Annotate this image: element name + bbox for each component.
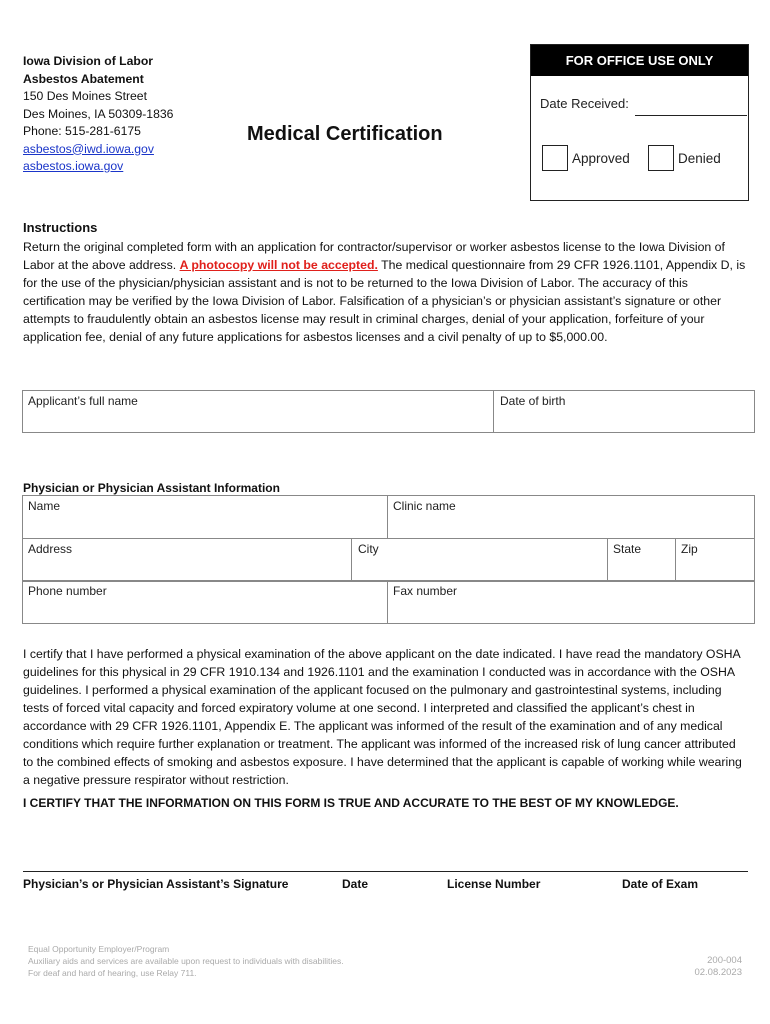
footer-line-2: Auxiliary aids and services are available upon request to individuals with disabilities. [28, 956, 344, 966]
instructions-part-2: The medical questionnaire from 29 CFR 1926.1101, Appendix D, is for the use of the physician/physician assistant and is not to be returned to the Iowa Division of Labor. The accuracy of this certification may be verified by the Iowa Division of Labor. Falsification of a physician’s or physician assistant’s signature or other attempts to fraudulently obtain an asbestos license may result in criminal charges, denial of your application, forfeiture of your application fee, denial of any future applications for asbestos licenses and a civil penalty of up to $5,000.00. [23, 258, 746, 344]
zip-label: Zip [681, 542, 698, 556]
address-label: Address [28, 542, 73, 556]
fax-label: Fax number [393, 584, 458, 598]
physician-section-title: Physician or Physician Assistant Information [23, 481, 280, 495]
date-received-label: Date Received: [540, 96, 629, 111]
instructions-text [23, 238, 748, 346]
instructions-part-1: Return the original completed form with an application for contractor/supervisor or worker asbestos license to the Iowa Division of Labor at the above address. [23, 240, 725, 272]
approved-label: Approved [572, 151, 630, 166]
signature-line[interactable] [23, 871, 748, 872]
applicant-name-label: Applicant’s full name [28, 394, 138, 408]
certification-statement: I CERTIFY THAT THE INFORMATION ON THIS FORM IS TRUE AND ACCURATE TO THE BEST OF MY KNOWLEDGE. [23, 796, 679, 810]
license-number-label: License Number [447, 877, 541, 891]
signature-date-label: Date [342, 877, 369, 891]
agency-street: 150 Des Moines Street [23, 89, 147, 103]
office-use-header: FOR OFFICE USE ONLY [531, 45, 748, 76]
clinic-name-label: Clinic name [393, 499, 456, 513]
instructions-title: Instructions [23, 220, 98, 235]
denied-checkbox[interactable] [648, 145, 674, 171]
agency-unit: Asbestos Abatement [23, 71, 144, 86]
agency-name: Iowa Division of Labor [23, 54, 154, 68]
date-received-field[interactable] [635, 115, 747, 116]
agency-email-link[interactable]: asbestos@iwd.iowa.gov [23, 141, 154, 156]
state-label: State [613, 542, 642, 556]
agency-address-block [23, 53, 173, 176]
footer-line-3: For deaf and hard of hearing, use Relay 711. [28, 968, 197, 978]
physician-name-label: Name [28, 499, 61, 513]
approved-checkbox[interactable] [542, 145, 568, 171]
physician-name-field[interactable] [22, 495, 388, 539]
agency-city: Des Moines, IA 50309-1836 [23, 106, 174, 121]
denied-label: Denied [678, 151, 721, 166]
phone-label: Phone number [28, 584, 107, 598]
agency-phone: Phone: 515-281-6175 [23, 124, 141, 138]
form-number: 200-004 [707, 955, 742, 966]
city-field[interactable] [351, 538, 608, 582]
signature-label: Physician’s or Physician Assistant’s Signature [23, 877, 289, 891]
form-date: 02.08.2023 [694, 967, 742, 978]
footer-line-1: Equal Opportunity Employer/Program [28, 944, 170, 954]
city-label: City [358, 542, 379, 556]
dob-label: Date of birth [500, 394, 566, 408]
photocopy-warning: A photocopy will not be accepted. [179, 258, 378, 272]
office-use-box [530, 44, 749, 201]
exam-date-label: Date of Exam [622, 877, 699, 891]
form-number-block [660, 955, 742, 979]
agency-website-link[interactable]: asbestos.iowa.gov [23, 159, 124, 173]
page-title: Medical Certification [247, 123, 443, 145]
certification-text: I certify that I have performed a physical examination of the above applicant on the date indicated. I have read the mandatory OSHA guidelines for this physical in 29 CFR 1910.134 and 1926.1101 and the examination I conducted was in accordance with the OSHA guidelines. I performed a physical examination of the applicant focused on the pulmonary and gastrointestinal systems, including tests of forced vital capacity and forced expiratory volume at one second. I interpreted and classified the applicant’s chest in accordance with 29 CFR 1926.1101, Appendix E. The applicant was informed of the result of the examination and of any medical conditions which require further explanation or treatment. The applicant was informed of the increased risk of lung cancer attributed to the combined effects of smoking and asbestos exposure. I have determined that the applicant is capable of working while wearing a negative pressure respirator without restriction. [23, 647, 742, 787]
footer-notice [28, 943, 344, 979]
